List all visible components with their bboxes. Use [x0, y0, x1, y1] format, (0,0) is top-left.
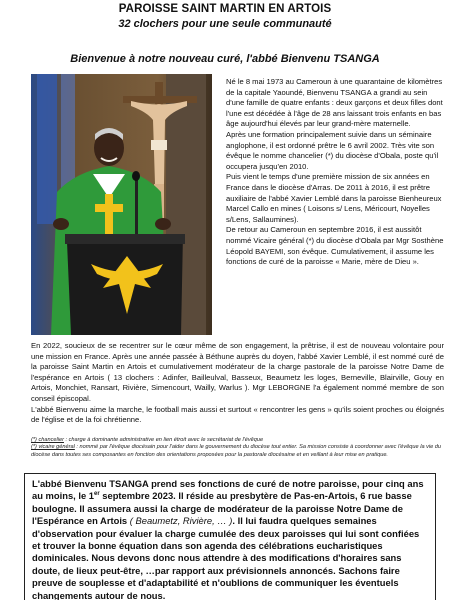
parish-title: PAROISSE SAINT MARTIN EN ARTOIS	[118, 3, 332, 15]
announcement-italic: ( Beaumetz, Rivière, … )	[129, 515, 233, 527]
footnote-term: (*) chancelier	[31, 437, 64, 443]
announcement-text: . Il lui faudra quelques semaines d'observation pour évaluer la charge cumulée des deux paroisses qui lui sont confiées et trouver la bonne équation dans son agenda des célébrations eucharistiques dominicales. Nous devons donc nous attendre à des modifications d'horaires sans doute, de lieux peut-être, …par rapport aux prévisionnels annoncés. Sachons faire preuve de souplesse et d'adaptabilité et n'oublions de communiquer les éventuels changements autour de nous.	[32, 515, 420, 600]
biography	[226, 77, 444, 268]
priest-photo	[31, 74, 212, 335]
footnote-text: : nommé par l'évêque diocésain pour l'aider dans le gouvernement du diocèse tout entier. Sa mission consiste à coordonner avec l'évêque la vie du diocèse dans toutes ses composantes en fonction des orientations proposées pour la pastorale diocésaine et en veillant à leur mise en pratique.	[31, 444, 442, 458]
announcement-text: septembre 2023. Il réside au presbytère de Pas-en-Artois, 6 rue basse boulogne. Il assumera aussi la charge de modérateur de la paroisse Notre Dame de l'Espérance en Artois	[32, 490, 412, 527]
body-paragraph: L'abbé Bienvenu aime la marche, le football mais aussi et surtout « rencontrer les gens » qu'ils soient proches ou éloignés de l'église et de la foi chrétienne.	[31, 404, 444, 425]
bio-paragraph: Après une formation principalement suivie dans un séminaire anglophone, il est ordonné prêtre le 6 avril 2002. Très vite son évêque le nomme chancelier (*) du diocèse d'Obala, poste qu'il occupera jusqu'en 2010.	[226, 129, 439, 171]
body-paragraph: En 2022, soucieux de se recentrer sur le cœur même de son engagement, la prêtrise, il est de nouveau volontaire pour une mission en France. Après une année passée à Béthune auprès du doyen, l'abbé Xavier Lemblé, il est nommé curé de la paroisse Saint Martin en Artois et cumulativement modérateur de la charge pastorale de la paroisse Notre Dame de l'espérance en Artois ( 13 clochers : Adinfer, Bailleulval, Basseux, Beaumetz les loges, Berneville, Blairville, Gouy en Artois, Monchiet, Ransart, Rivière, Simencourt, Wailly, Warlus ). Mgr LEBORGNE l'a également nommé membre de son conseil épiscopal.	[31, 341, 444, 403]
footnote-text: : charge à dominante administrative en lien étroit avec le secrétariat de l'évêque	[63, 437, 264, 443]
announcement-text: L'abbé Bienvenu TSANGA prend ses fonctions de curé de notre paroisse, pour cinq ans au moins, le 1	[32, 478, 424, 502]
ordinal-suffix: er	[94, 491, 100, 498]
bio-paragraph: De retour au Cameroun en septembre 2016, il est aussitôt nommé Vicaire général (*) du diocèse d'Obala par Mgr Sosthène Léopold BAYEMI, son évêque. Cumulativement, il assume les fonctions de curé de la paroisse « Marie, mère de Dieu ».	[226, 225, 444, 267]
footnote-term: (*) vicaire général	[31, 444, 75, 451]
announcement-box	[24, 473, 436, 600]
bio-paragraph: Né le 8 mai 1973 au Cameroun à une quarantaine de kilomètres de la capitale Yaoundé, Bienvenu TSANGA a grandi au sein d'une famille de quatre enfants : deux garçons et deux filles dont l'une est décédée à l'âge de 28 ans laissant trois enfants en bas âge aujourd'hui élevés par leur grand-mère maternelle.	[226, 77, 443, 129]
welcome-heading: Bienvenue à notre nouveau curé, l'abbé Bienvenu TSANGA	[70, 53, 380, 65]
dove-lectern-icon	[65, 234, 185, 335]
footnotes	[31, 437, 444, 459]
bio-paragraph: Puis vient le temps d'une première mission de six années en France dans le diocèse d'Arras. De 2011 à 2016, il est prêtre auxiliaire de l'abbé Xavier Lemblé dans la paroisse Bienheureux Marcel Callo en mines ( Loisons s/ Lens, Méricourt, Noyelles s/Lens, Sallaumines).	[226, 172, 442, 224]
footnote-chancelier	[31, 437, 444, 444]
parish-subtitle: 32 clochers pour une seule communauté	[118, 18, 332, 30]
full-width-text	[31, 341, 444, 426]
footnote-vicaire	[31, 444, 444, 459]
priest-photo-illustration	[31, 74, 212, 335]
